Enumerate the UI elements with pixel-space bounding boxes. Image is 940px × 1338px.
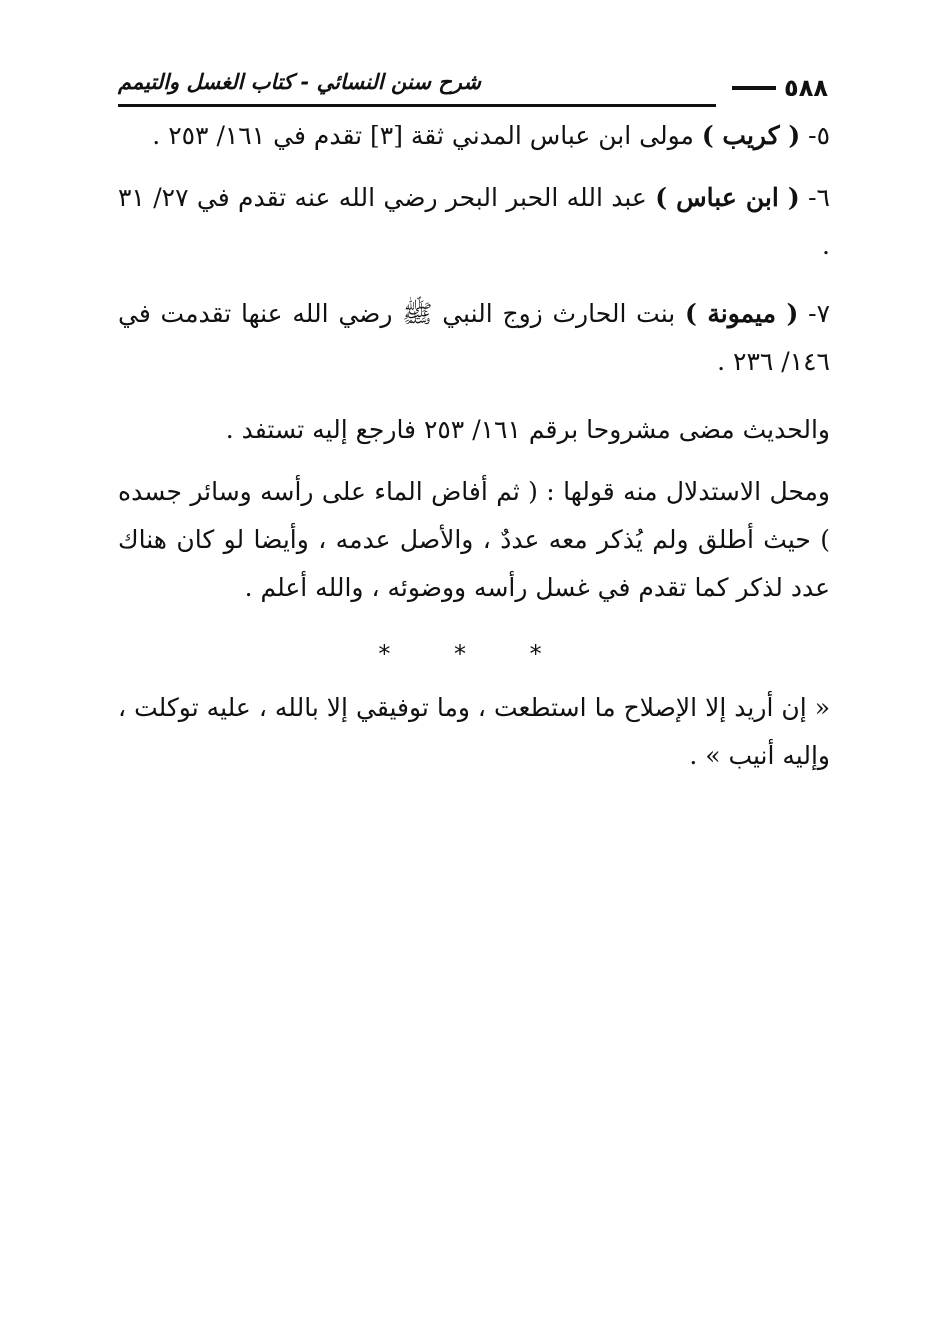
evidence-paragraph: ومحل الاستدلال منه قولها : ( ثم أفاض الماء على رأسه وسائر جسده ) حيث أطلق ولم يُذكر معه عددٌ ، والأصل عدمه ، وأيضا لو كان هناك عدد لذكر كما تقدم في غسل رأسه ووضوئه ، والله أعلم .: [118, 477, 830, 602]
page-number-block: [732, 74, 828, 102]
page-number: ٥٨٨: [784, 74, 828, 102]
page-header: [118, 68, 828, 104]
narrator-name: ( ميمونة ): [684, 299, 799, 328]
narrator-text: عبد الله الحبر البحر رضي الله عنه تقدم في ٢٧/ ٣١ .: [118, 183, 830, 260]
narrator-text: بنت الحارث زوج النبي ﷺ رضي الله عنها تقدمت في ١٤٦/ ٢٣٦ .: [118, 299, 830, 376]
narrator-number: ٧-: [808, 299, 830, 328]
spacer: [118, 160, 830, 174]
header-rule: [118, 104, 716, 107]
narrator-name: ( ابن عباس ): [655, 183, 800, 212]
narrator-entry-6: [118, 174, 830, 270]
narrator-name: ( كريب ): [701, 121, 801, 150]
section-separator: * * *: [378, 640, 570, 668]
narrator-number: ٥-: [808, 121, 830, 150]
narrator-entry-7: [118, 290, 830, 386]
narrator-text: مولى ابن عباس المدني ثقة [٣] تقدم في ١٦١/ ٢٥٣ .: [152, 121, 702, 150]
closing-quote-paragraph: « إن أريد إلا الإصلاح ما استطعت ، وما توفيقي إلا بالله ، عليه توكلت ، وإليه أنيب » .: [118, 693, 830, 770]
narrator-entry-5: [118, 112, 830, 160]
running-title: شرح سنن النسائي - كتاب الغسل والتيمم: [118, 70, 481, 94]
hadith-reference-paragraph: والحديث مضى مشروحا برقم ١٦١/ ٢٥٣ فارجع إليه تستفد .: [225, 415, 830, 444]
spacer: [118, 454, 830, 468]
spacer: [118, 386, 830, 406]
spacer: [118, 270, 830, 290]
narrator-number: ٦-: [808, 183, 830, 212]
page-number-dash: [732, 86, 776, 90]
page-content: [118, 112, 830, 780]
